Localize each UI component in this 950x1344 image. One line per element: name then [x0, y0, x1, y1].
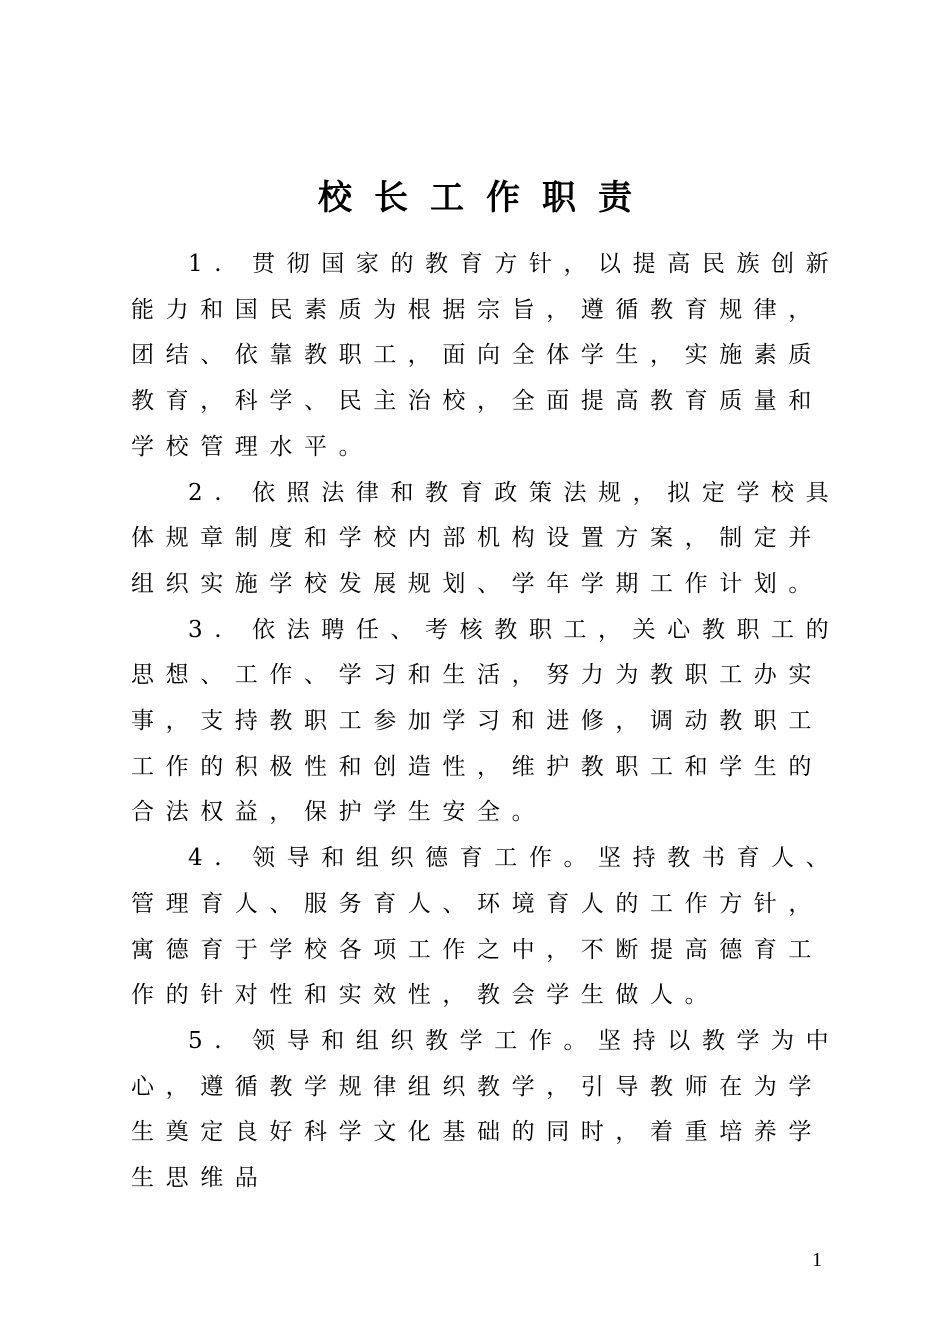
- paragraph-1: 1. 贯彻国家的教育方针，以提高民族创新能力和国民素质为根据宗旨，遵循教育规律，团结、依靠教职工，面向全体学生，实施素质教育，科学、民主治校，全面提高教育质量和学校管理水平。: [131, 251, 841, 460]
- paragraph-2: 2. 依照法律和教育政策法规，拟定学校具体规章制度和学校内部机构设置方案，制定并组织实施学校发展规划、学年学期工作计划。: [131, 479, 841, 597]
- paragraph-5: 5. 领导和组织教学工作。坚持以教学为中心，遵循教学规律组织教学，引导教师在为学生奠定良好科学文化基础的同时，着重培养学生思维品: [131, 1027, 841, 1192]
- document-body: [131, 242, 849, 1202]
- page-number: 1: [812, 1249, 822, 1271]
- paragraph-3: 3. 依法聘任、考核教职工，关心教职工的思想、工作、学习和生活，努力为教职工办实事，支持教职工参加学习和进修，调动教职工工作的积极性和创造性，维护教职工和学生的合法权益，保护学生安全。: [131, 616, 841, 826]
- paragraph-4: 4. 领导和组织德育工作。坚持教书育人、管理育人、服务育人、环境育人的工作方针，寓德育于学校各项工作之中，不断提高德育工作的针对性和实效性，教会学生做人。: [131, 845, 841, 1009]
- page-title: 校长工作职责: [318, 178, 654, 218]
